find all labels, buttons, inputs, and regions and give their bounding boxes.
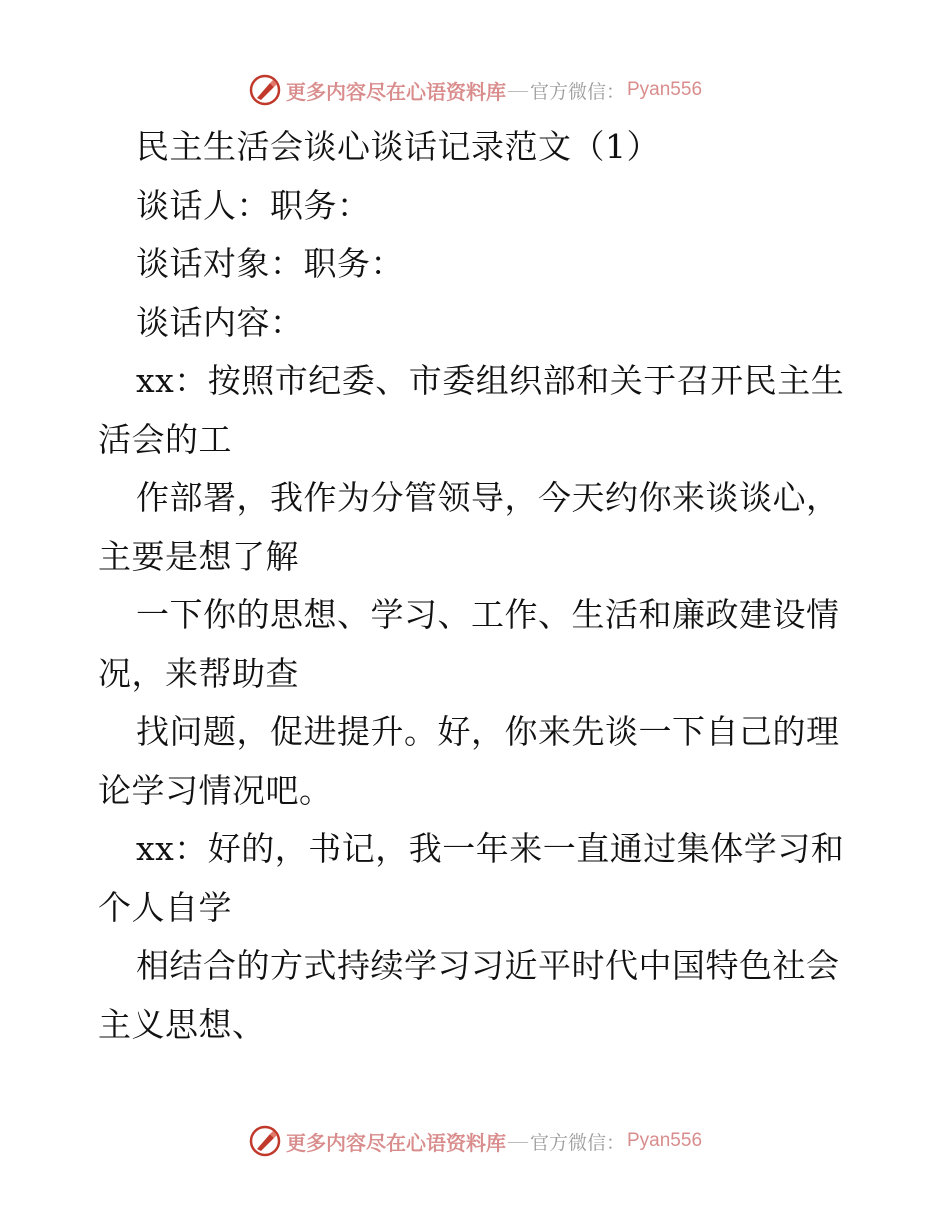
paragraph-line: 找问题，促进提升。好，你来先谈一下自己的理: [136, 712, 840, 751]
interviewee-line: 谈话对象：职务：: [136, 244, 404, 283]
watermark-wechat-id: Pyan556: [627, 1130, 703, 1151]
watermark-header: [0, 70, 950, 110]
watermark-separator: —: [507, 78, 528, 101]
watermark-wechat-label: 官方微信：: [529, 80, 625, 103]
paragraph-line: 一下你的思想、学习、工作、生活和廉政建设情: [136, 595, 840, 634]
document-body: [98, 118, 853, 1054]
paragraph-line: 活会的工: [98, 419, 232, 459]
watermark-separator: —: [507, 1129, 528, 1152]
paragraph-line: 主要是想了解: [98, 536, 299, 576]
watermark-brand: 更多内容尽在心语资料库: [285, 79, 506, 104]
document-title: 民主生活会谈心谈话记录范文（1）: [136, 127, 660, 166]
paragraph-line: xx：按照市纪委、市委组织部和关于召开民主生: [136, 361, 845, 400]
pen-logo-icon: [248, 1124, 282, 1158]
content-label: 谈话内容：: [136, 302, 304, 342]
pen-logo-icon: [248, 73, 282, 107]
paragraph-line: 相结合的方式持续学习习近平时代中国特色社会: [136, 946, 840, 985]
interviewer-line: 谈话人：职务：: [136, 185, 371, 225]
paragraph-line: 论学习情况吧。: [98, 770, 333, 810]
paragraph-line: 作部署，我作为分管领导，今天约你来谈谈心，: [136, 478, 840, 517]
watermark-footer: [0, 1121, 950, 1161]
paragraph-line: 个人自学: [98, 887, 232, 927]
paragraph-line: 主义思想、: [98, 1004, 266, 1044]
watermark-wechat-id: Pyan556: [627, 79, 703, 100]
paragraph-line: xx：好的，书记，我一年来一直通过集体学习和: [136, 829, 845, 868]
watermark-wechat-label: 官方微信：: [529, 1131, 625, 1154]
watermark-brand: 更多内容尽在心语资料库: [285, 1130, 506, 1155]
paragraph-line: 况，来帮助查: [98, 653, 299, 693]
